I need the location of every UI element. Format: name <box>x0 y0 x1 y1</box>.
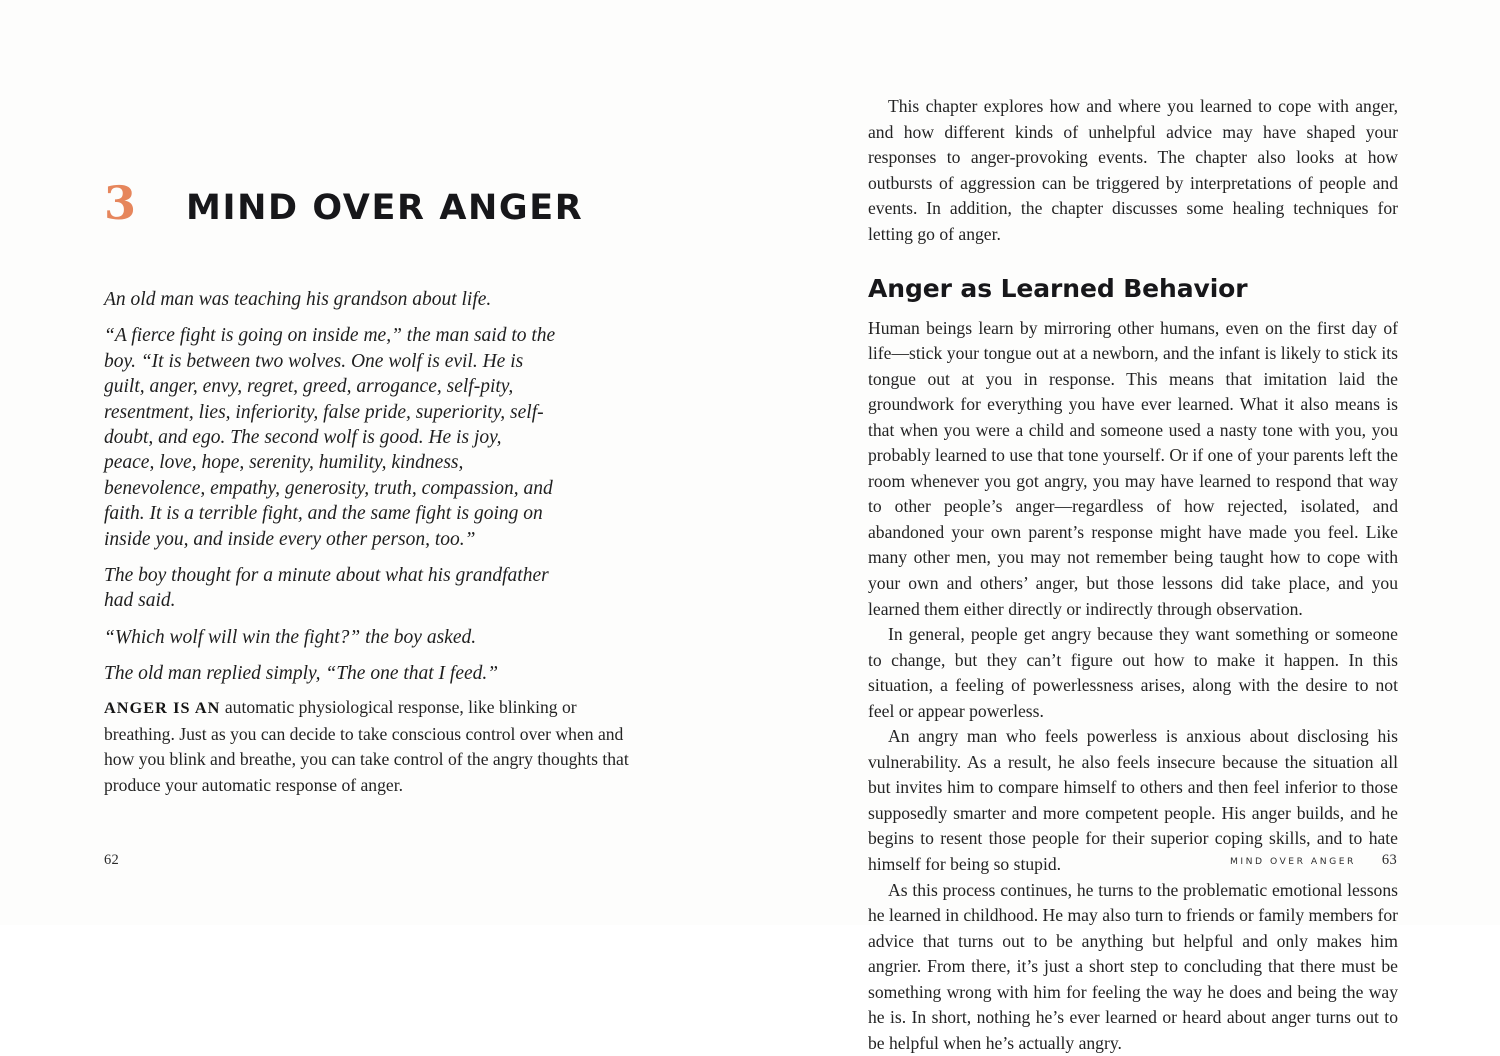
small-caps-lead-in: ANGER IS AN <box>104 699 221 717</box>
left-body-text <box>104 695 646 798</box>
chapter-number: 3 <box>104 176 137 231</box>
epigraph-paragraph: The old man replied simply, “The one that I feed.” <box>104 663 499 685</box>
running-head: MIND OVER ANGER <box>1229 856 1356 867</box>
chapter-title: MIND OVER ANGER <box>186 188 584 229</box>
epigraph-paragraph: An old man was teaching his grandson about life. <box>104 289 492 310</box>
body-paragraph: In general, people get angry because they want something or someone to change, but they can’t figure out how to make it happen. In this situation, a feeling of powerlessness arises, along with the desire to not feel or appear powerless. <box>868 624 1398 721</box>
right-text-column <box>868 94 1398 1056</box>
opening-paragraph <box>104 695 646 798</box>
epigraph-paragraph: “A fierce fight is going on inside me,” the man said to the boy. “It is between two wolves. One wolf is evil. He is guilt, anger, envy, regret, greed, arrogance, self-pity, resentment, lies, inferiority, false pride, superiority, self-doubt, and ego. The second wolf is good. He is joy, peace, love, hope, serenity, humility, kindness, benevolence, empathy, generosity, truth, compassion, and faith. It is a terrible fight, and the same fight is going on inside you, and inside every other person, too.” <box>104 325 556 550</box>
page-number-left: 62 <box>104 852 120 868</box>
epigraph-paragraph: “Which wolf will win the fight?” the boy asked. <box>104 626 477 648</box>
body-paragraph: As this process continues, he turns to the problematic emotional lessons he learned in childhood. He may also turn to friends or family members for advice that turns out to be anything but helpful and only makes him angrier. From there, it’s just a short step to concluding that there must be something wrong with him for feeling the way he does and being the way he is. In short, nothing he’s ever learned or heard about anger turns out to be helpful when he’s actually angry. <box>868 879 1398 1053</box>
chapter-header <box>104 168 583 250</box>
epigraph <box>104 287 556 687</box>
body-paragraph: An angry man who feels powerless is anxious about disclosing his vulnerability. As a result, he also feels insecure because the situation all but invites him to compare himself to others and then feel inferior to those supposedly smarter and more competent people. His anger builds, and he begins to resent those people for their superior coping skills, and to hate himself for being so stupid. <box>868 726 1398 875</box>
epigraph-paragraph: The boy thought for a minute about what his grandfather had said. <box>104 565 549 612</box>
intro-paragraph: This chapter explores how and where you learned to cope with anger, and how different kinds of unhelpful advice may have shaped your responses to anger-provoking events. The chapter also looks at how outbursts of aggression can be triggered by interpretations of people and events. In addition, the chapter discusses some healing techniques for letting go of anger. <box>868 96 1398 244</box>
left-page <box>0 0 750 925</box>
right-page-footer <box>1230 852 1397 869</box>
body-paragraph: Human beings learn by mirroring other humans, even on the first day of life—stick your tongue out at a newborn, and the infant is likely to stick its tongue out at you in response. This means that imitation laid the groundwork for everything you have ever learned. What it also means is that when you were a child and someone used a nasty tone with you, you probably learned to use that tone yourself. Or if one of your parents left the room whenever you got angry, you may have learned to respond that way to other people’s anger—regardless of how rejected, isolated, and abandoned your own parent’s response might have made you feel. Like many other men, you may not remember being taught how to cope with your own and others’ anger, but those lessons did take place, and you learned them either directly or indirectly through observation. <box>868 317 1398 619</box>
right-page <box>750 0 1500 1053</box>
opening-paragraph-text: automatic physiological response, like blinking or breathing. Just as you can decide to take conscious control over when and how you blink and breathe, you can take control of the angry thoughts that produce your automatic response of anger. <box>104 697 629 795</box>
page-number-right: 63 <box>1381 852 1397 868</box>
section-heading: Anger as Learned Behavior <box>868 274 1248 304</box>
